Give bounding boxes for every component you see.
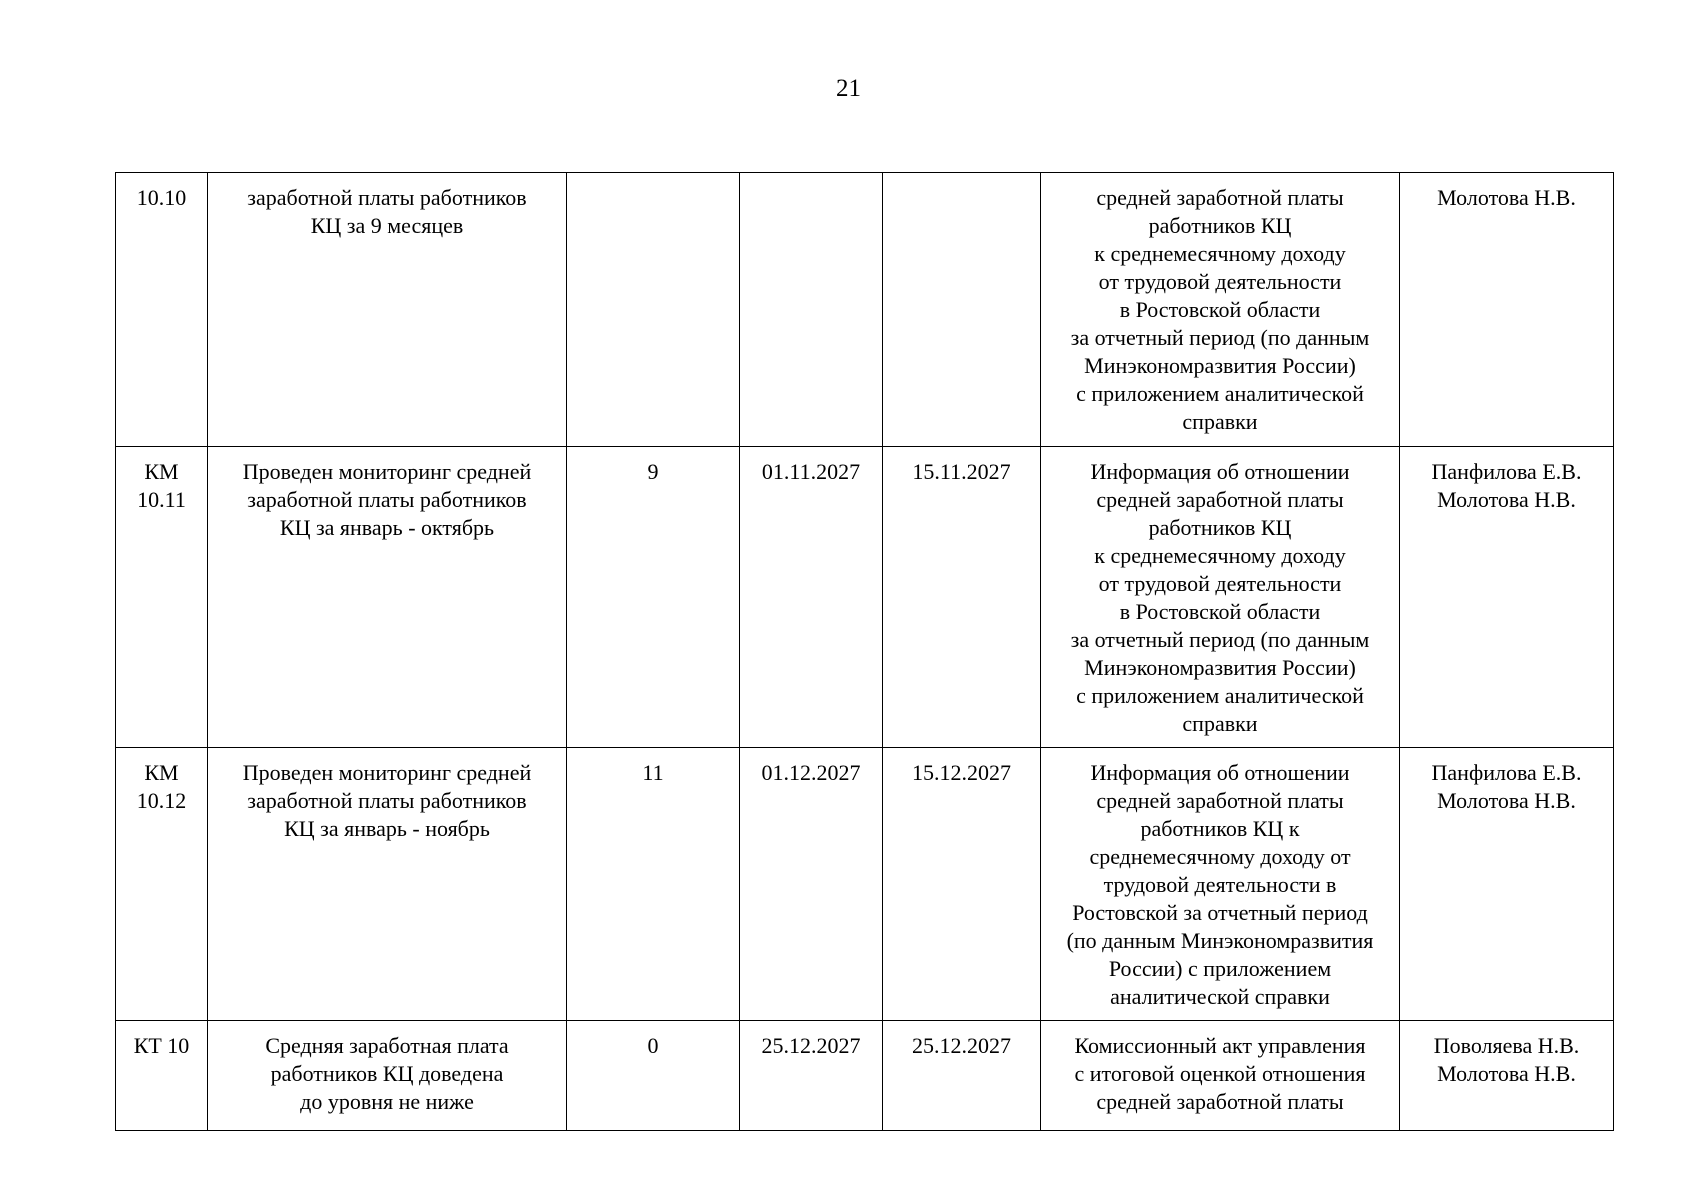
row-title: Проведен мониторинг средней заработной платы работников КЦ за январь - октябрь [208,447,567,748]
row-start-date: 25.12.2027 [740,1021,883,1131]
row-title: Средняя заработная плата работников КЦ доведена до уровня не ниже [208,1021,567,1131]
row-responsible: Поволяева Н.В. Молотова Н.В. [1400,1021,1614,1131]
table-row [116,1021,1614,1131]
row-code: 10.10 [116,173,208,447]
row-days: 0 [567,1021,740,1131]
row-document: Информация об отношении средней заработной платы работников КЦ к среднемесячному доходу от трудовой деятельности в Ростовской области за отчетный период (по данным Минэкономразвития России) с приложением аналитической справки [1041,447,1400,748]
row-code: КТ 10 [116,1021,208,1131]
row-code: КМ 10.12 [116,748,208,1021]
row-responsible: Молотова Н.В. [1400,173,1614,447]
row-title: заработной платы работников КЦ за 9 месяцев [208,173,567,447]
table-row [116,748,1614,1021]
row-title: Проведен мониторинг средней заработной платы работников КЦ за январь - ноябрь [208,748,567,1021]
plan-table [115,172,1614,1131]
row-code: КМ 10.11 [116,447,208,748]
row-document: средней заработной платы работников КЦ к среднемесячному доходу от трудовой деятельности в Ростовской области за отчетный период (по данным Минэкономразвития России) с приложением аналитической справки [1041,173,1400,447]
row-start-date: 01.11.2027 [740,447,883,748]
row-start-date: 01.12.2027 [740,748,883,1021]
row-responsible: Панфилова Е.В. Молотова Н.В. [1400,748,1614,1021]
row-end-date: 25.12.2027 [883,1021,1041,1131]
row-days: 9 [567,447,740,748]
row-days: 11 [567,748,740,1021]
row-document: Комиссионный акт управления с итоговой оценкой отношения средней заработной платы [1041,1021,1400,1131]
table-row [116,173,1614,447]
row-responsible: Панфилова Е.В. Молотова Н.В. [1400,447,1614,748]
page-number: 21 [836,75,861,102]
row-document: Информация об отношении средней заработной платы работников КЦ к среднемесячному доходу от трудовой деятельности в Ростовской за отчетный период (по данным Минэкономразвития России) с приложением аналитической справки [1041,748,1400,1021]
row-end-date: 15.11.2027 [883,447,1041,748]
row-days [567,173,740,447]
row-end-date: 15.12.2027 [883,748,1041,1021]
table-row [116,447,1614,748]
row-start-date [740,173,883,447]
row-end-date [883,173,1041,447]
